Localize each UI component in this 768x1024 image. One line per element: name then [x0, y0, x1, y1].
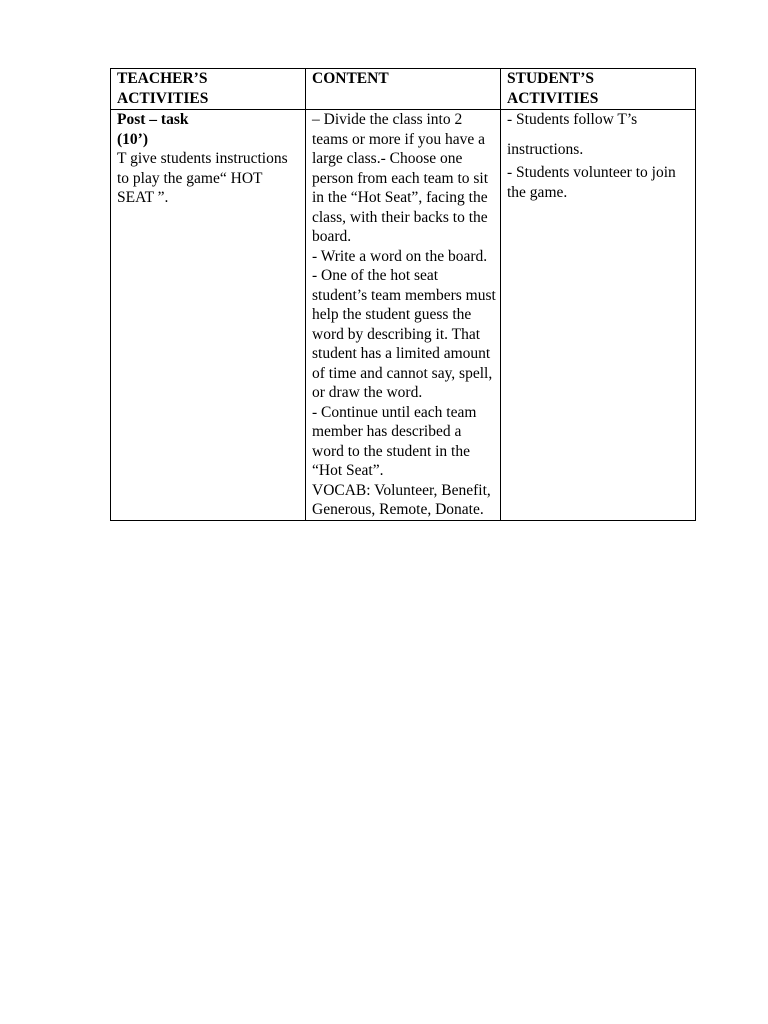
- content-cell: [306, 110, 501, 521]
- content-vocab: VOCAB: Volunteer, Benefit, Generous, Remote, Donate.: [312, 481, 491, 518]
- content-step-1: – Divide the class into 2 teams or more if you have a large class.- Choose one person from each team to sit in the “Hot Seat”, facing the class, with their backs to the board.: [312, 111, 489, 245]
- header-student-line-2: ACTIVITIES: [507, 89, 599, 107]
- stage-title: Post – task: [117, 111, 189, 128]
- teacher-activities-cell: [111, 110, 306, 521]
- header-student-activities: [501, 69, 696, 110]
- header-teacher-activities: [111, 69, 306, 110]
- content-step-3: - One of the hot seat student’s team members must help the student guess the word by describing it. That student has a limited amount of time and cannot say, spell, or draw the word.: [312, 267, 496, 401]
- student-activity-2: - Students volunteer to join the game.: [507, 164, 676, 201]
- content-step-2: - Write a word on the board.: [312, 247, 488, 265]
- lesson-plan-table: [110, 68, 696, 521]
- content-step-4: - Continue until each team member has described a word to the student in the “Hot Seat”.: [312, 403, 477, 479]
- header-content: [306, 69, 501, 110]
- header-content-label: CONTENT: [312, 70, 389, 87]
- header-teacher-line-2: ACTIVITIES: [117, 89, 209, 107]
- student-activity-1: - Students follow T’s: [507, 111, 638, 128]
- header-student-line-1: STUDENT’S: [507, 70, 594, 87]
- teacher-instruction: T give students instructions to play the game“ HOT SEAT ”.: [117, 150, 288, 206]
- table-row: [111, 110, 696, 521]
- stage-time: (10’): [117, 130, 148, 148]
- header-teacher-line-1: TEACHER’S: [117, 70, 208, 87]
- student-activity-1-cont: instructions.: [507, 140, 584, 158]
- student-activities-cell: [501, 110, 696, 521]
- table-header-row: [111, 69, 696, 110]
